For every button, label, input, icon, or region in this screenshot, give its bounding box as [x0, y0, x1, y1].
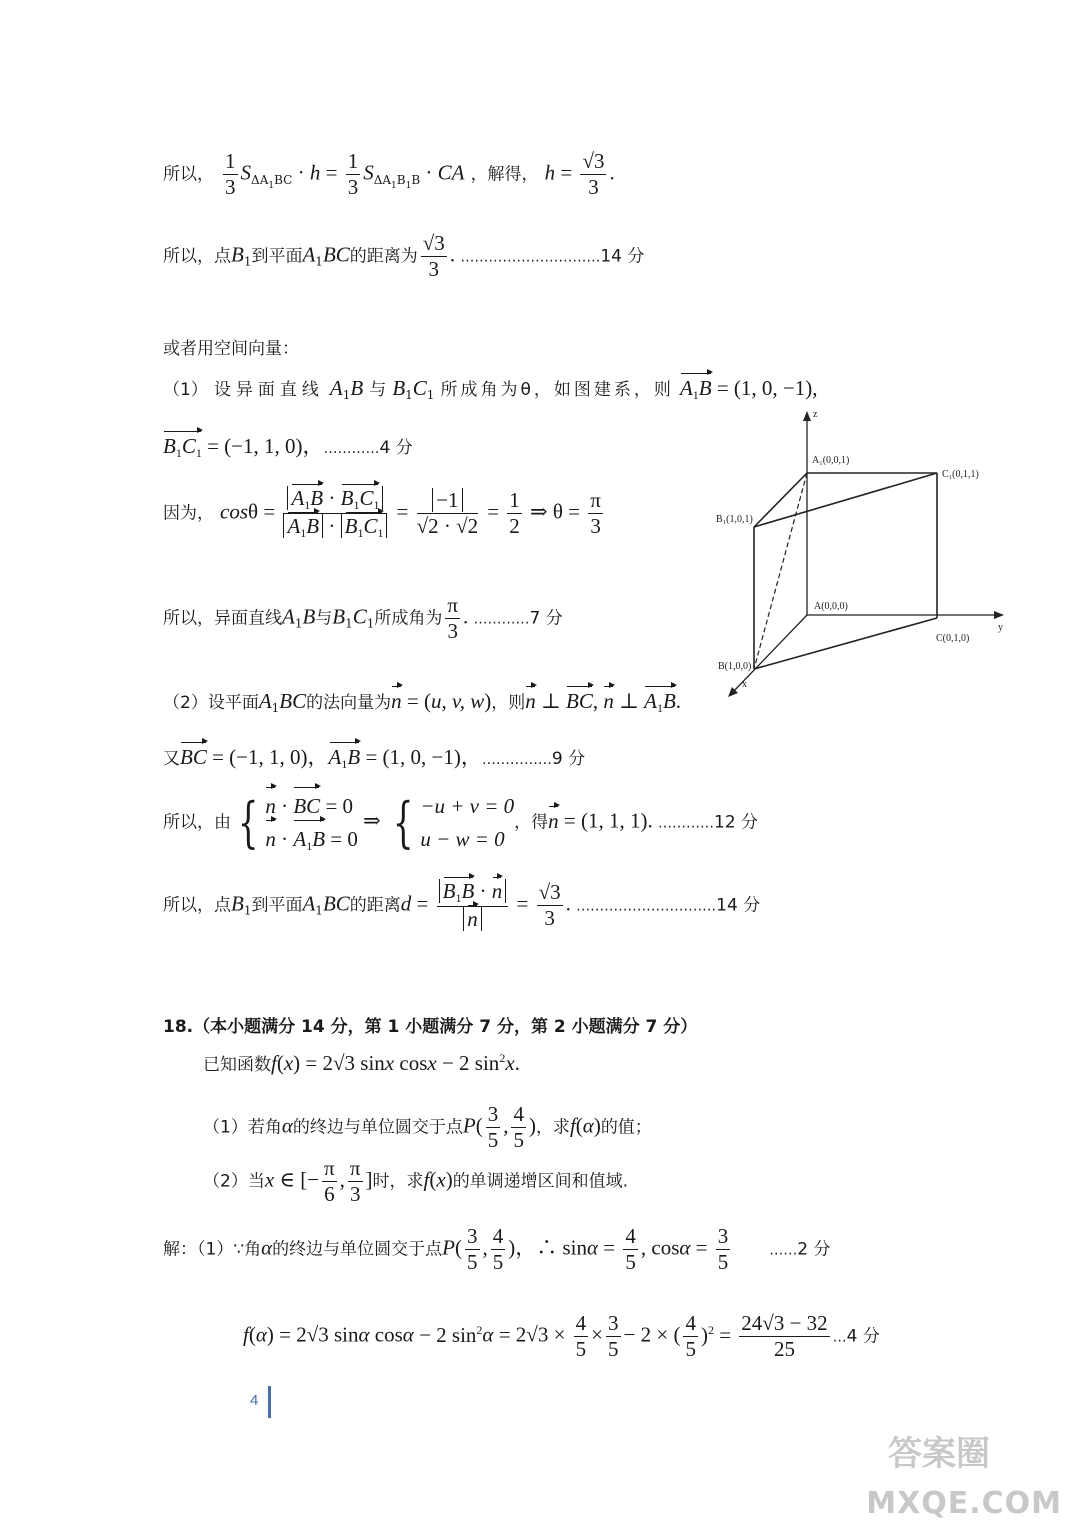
- line-volume-equation: 所以， $\frac{1}{3}$ $S_{\Delta A_1BC} \cdot h$ = $\frac{1}{3}$ $S_{\Delta A_1B_1B}$ · CA ，解得， h = $\frac{√3}{3}$ .: [163, 149, 615, 200]
- text: 到平面: [251, 246, 303, 267]
- line-part2-system: 所以，由 { n · BC = 0 $n \cdot A_1B = 0$ ⇒ { −u + v = 0 u − w = 0 ，得n = (1, 1, 1). …………12 分: [163, 790, 759, 854]
- line-part2-vectors: 又BC = (−1, 1, 0)，$A_1B = (1$, 0, −1)，……………9 分: [163, 745, 586, 771]
- text: ，则: [491, 693, 526, 713]
- text: 的值；: [600, 1117, 652, 1138]
- point-label-B1: B₁(1,0,1): [716, 514, 753, 525]
- text: 所成角为: [374, 608, 443, 629]
- text: 或者用空间向量：: [163, 339, 299, 359]
- text: 的单调递增区间和值域.: [452, 1171, 629, 1192]
- point-label-C: C(0,1,0): [936, 633, 970, 644]
- text: 所以，点: [163, 895, 231, 916]
- text: （1）: [163, 380, 208, 400]
- point-label-A1: A₁(0,0,1): [812, 455, 850, 466]
- line-part1-setup: （1） 设异面直线 $A_1B$ 与 $B_1C_1$ 所成角为θ，如图建系，则 $A_1B = (1$, 0, −1),: [163, 376, 818, 402]
- text: 的距离: [349, 895, 401, 916]
- score: 14 分: [600, 246, 645, 267]
- score: 7 分: [529, 608, 563, 629]
- line-part2-setup: （2）设平面$A_1BC$的法向量为n = (u, v, w)，则n ⊥ BC, n ⊥ $A_1B$.: [163, 689, 682, 715]
- watermark-logo: 答案圈: [888, 1434, 990, 1474]
- text: （2）当: [203, 1171, 265, 1192]
- line-part1-cos: 因为， cosθ = $\frac{A_1B \cdot B_1C_1}{A_1B \cdot B_1C_1}$ = $\frac{-1}{√2 \cdot √2}$ = $\frac{1}{2}$ ⇒ θ = $\frac{\pi}{3}$: [163, 486, 601, 541]
- solution-step1: 解：（1）∵角α的终边与单位圆交于点P( $\frac{3}{5}$ , $\frac{4}{5}$ )，∴ sinα = $\frac{4}{5}$ , cosα = $\frac{3}{5}$ ……2 分: [163, 1224, 831, 1275]
- text: （1）若角: [203, 1117, 282, 1138]
- question-18-function: 已知函数f(x) = 2√3 sinx cosx − 2 $\sin^2x$.: [203, 1051, 520, 1075]
- watermark-site: MXQE.COM: [866, 1486, 1062, 1521]
- text: 所成角为θ，如图建系，则: [440, 380, 674, 400]
- text: 的距离为: [349, 246, 418, 267]
- text: 因为，: [163, 503, 214, 524]
- text: 18.（本小题满分 14 分，第 1 小题满分 7 分，第 2 小题满分 7 分）: [163, 1017, 698, 1037]
- point-label-A: A(0,0,0): [814, 601, 848, 612]
- page-number-bar: [268, 1386, 271, 1418]
- score: 9 分: [551, 749, 586, 769]
- text: ，得: [514, 812, 549, 833]
- text: 到平面: [251, 895, 303, 916]
- text: 所以，由: [163, 812, 231, 833]
- text: 所以，: [163, 164, 214, 185]
- line-part1-vector: $B_1C_1 = (-1$, 1, 0)，…………4 分: [163, 434, 413, 460]
- text: ，解得，: [470, 164, 539, 185]
- score: 4 分: [379, 438, 413, 458]
- text: （2）设平面: [163, 693, 259, 713]
- text: 的终边与单位圆交于点: [292, 1117, 463, 1138]
- score: 4 分: [846, 1326, 880, 1347]
- page-number: 4: [250, 1392, 259, 1409]
- text: 时，求: [372, 1171, 424, 1192]
- coordinate-diagram: [710, 405, 1010, 705]
- text: 已知函数: [203, 1055, 271, 1075]
- text: ，求: [535, 1117, 570, 1138]
- axis-label-x: x: [742, 679, 747, 690]
- text: 的法向量为: [306, 693, 392, 713]
- line-part1-result: 所以，异面直线$A_1B$与$B_1C_1$所成角为 $\frac{\pi}{3}$ . …………7 分: [163, 593, 563, 644]
- text: 所以，异面直线: [163, 608, 282, 629]
- question-18-part1: （1）若角α的终边与单位圆交于点P( $\frac{3}{5}$ , $\frac{4}{5}$ )，求f(α)的值；: [203, 1102, 652, 1153]
- question-18-title: [163, 1012, 1080, 1037]
- text: 与: [315, 608, 333, 629]
- text: 所以，点: [163, 246, 231, 267]
- point-label-C1: C₁(0,1,1): [942, 469, 979, 480]
- score: 2 分: [797, 1239, 831, 1260]
- score: 14 分: [716, 895, 761, 916]
- text: 的终边与单位圆交于点: [272, 1239, 443, 1260]
- question-18-part2: （2）当x ∈ [− $\frac{\pi}{6}$ , $\frac{\pi}{3}$ ]时，求f(x)的单调递增区间和值域.: [203, 1156, 629, 1207]
- line-distance-result: 所以，点$B_1$到平面$A_1BC$的距离为 $\frac{√3}{3}$ . …………………………14 分: [163, 231, 645, 282]
- solution-step2: f(α) = 2√3 sinα cosα − 2 $\sin^2\alpha = 2√3$ × $\frac{4}{5}$ × $\frac{3}{5}$ − 2 × ( $\frac{4}{5}$ )$^2$ = $\frac{24√3 - 32}{25}$ …4 分: [243, 1311, 880, 1362]
- axis-label-z: z: [813, 409, 818, 420]
- line-alt-method: [163, 334, 1080, 359]
- text: 与: [369, 380, 387, 400]
- line-part2-distance: 所以，点$B_1$到平面$A_1BC$的距离d = $\frac{B_1B \cdot n}{n}$ = $\frac{√3}{3}$ . …………………………14 分: [163, 879, 761, 932]
- text: 又: [163, 749, 180, 769]
- point-label-B: B(1,0,0): [718, 661, 752, 672]
- text: 解：（1）∵角: [163, 1239, 262, 1260]
- text: 设异面直线: [213, 380, 324, 400]
- score: 12 分: [714, 812, 759, 833]
- axis-label-y: y: [998, 622, 1003, 633]
